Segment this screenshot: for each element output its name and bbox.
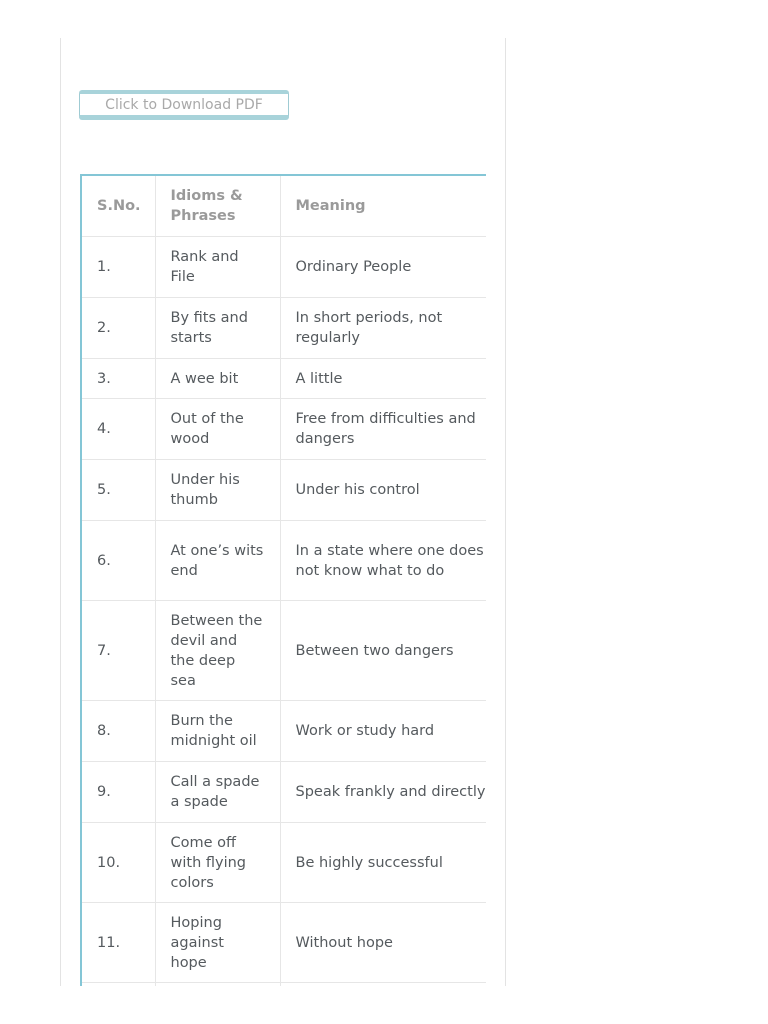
table-row	[81, 460, 486, 521]
cell-idiom	[155, 983, 280, 987]
table-row	[81, 701, 486, 762]
cell-meaning	[280, 983, 486, 987]
cell-meaning: Under his control	[280, 460, 486, 521]
table-row	[81, 298, 486, 359]
cell-idiom: Rank and File	[155, 237, 280, 298]
article-content	[60, 38, 506, 986]
table-row	[81, 903, 486, 983]
cell-meaning: Between two dangers	[280, 601, 486, 701]
table-row	[81, 399, 486, 460]
idioms-table-container	[80, 174, 486, 986]
table-row	[81, 823, 486, 903]
cell-meaning: Speak frankly and directly	[280, 762, 486, 823]
table-row	[81, 521, 486, 601]
table-row	[81, 237, 486, 298]
cell-idiom: By fits and starts	[155, 298, 280, 359]
cell-sno: 9.	[81, 762, 155, 823]
cell-sno: 6.	[81, 521, 155, 601]
cell-sno: 5.	[81, 460, 155, 521]
table-row	[81, 359, 486, 399]
cell-sno	[81, 983, 155, 987]
cell-meaning: A little	[280, 359, 486, 399]
cell-meaning: Without hope	[280, 903, 486, 983]
cell-idiom: Call a spade a spade	[155, 762, 280, 823]
cell-sno: 3.	[81, 359, 155, 399]
cell-idiom: At one’s wits end	[155, 521, 280, 601]
table-row	[81, 762, 486, 823]
header-sno: S.No.	[81, 175, 155, 237]
cell-sno: 11.	[81, 903, 155, 983]
cell-idiom: Between the devil and the deep sea	[155, 601, 280, 701]
cell-idiom: A wee bit	[155, 359, 280, 399]
cell-idiom: Out of the wood	[155, 399, 280, 460]
cell-idiom: Hoping against hope	[155, 903, 280, 983]
cell-meaning: Work or study hard	[280, 701, 486, 762]
table-row	[81, 601, 486, 701]
table-header-row	[81, 175, 486, 237]
cell-sno: 1.	[81, 237, 155, 298]
cell-sno: 4.	[81, 399, 155, 460]
header-meaning: Meaning	[280, 175, 486, 237]
cell-sno: 2.	[81, 298, 155, 359]
cell-meaning: In a state where one does not know what to do	[280, 521, 486, 601]
download-pdf-button[interactable]: Click to Download PDF	[79, 90, 289, 120]
cell-meaning: Be highly successful	[280, 823, 486, 903]
table-row	[81, 983, 486, 987]
cell-idiom: Under his thumb	[155, 460, 280, 521]
cell-sno: 8.	[81, 701, 155, 762]
cell-idiom: Come off with flying colors	[155, 823, 280, 903]
idioms-table	[80, 174, 486, 986]
cell-meaning: Ordinary People	[280, 237, 486, 298]
cell-idiom: Burn the midnight oil	[155, 701, 280, 762]
cell-sno: 7.	[81, 601, 155, 701]
cell-sno: 10.	[81, 823, 155, 903]
cell-meaning: Free from difficulties and dangers	[280, 399, 486, 460]
cell-meaning: In short periods, not regularly	[280, 298, 486, 359]
header-idioms: Idioms & Phrases	[155, 175, 280, 237]
